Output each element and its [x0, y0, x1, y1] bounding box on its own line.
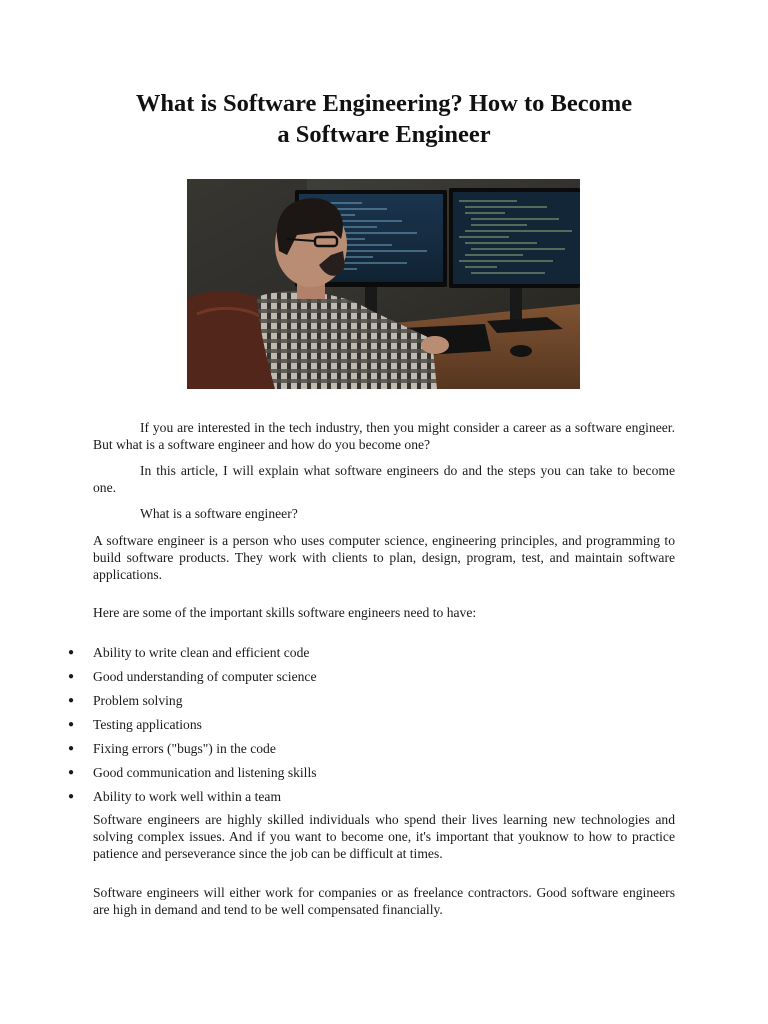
skill-text: Fixing errors ("bugs") in the code: [93, 741, 276, 756]
bullet-icon: ●: [68, 791, 75, 802]
title-line-1: What is Software Engineering? How to Become: [135, 90, 633, 117]
article-photo: [187, 179, 580, 389]
bullet-icon: ●: [68, 743, 75, 754]
list-item: [68, 764, 668, 788]
skill-text: Good communication and listening skills: [93, 765, 317, 780]
patience-paragraph: Software engineers are highly skilled individuals who spend their lives learning new technologies and solving complex issues. And if you want to become one, it's important that youknow to how to practice patience and perseverance since the job can be difficult at times.: [93, 812, 675, 861]
work-paragraph: Software engineers will either work for companies or as freelance contractors. Good software engineers are high in demand and tend to be well compensated financially.: [93, 885, 675, 917]
title-line-2: a Software Engineer: [277, 121, 491, 148]
list-item: [68, 716, 668, 740]
skill-text: Ability to write clean and efficient code: [93, 645, 310, 660]
bullet-icon: ●: [68, 695, 75, 706]
skill-text: Testing applications: [93, 717, 202, 732]
skills-intro: Here are some of the important skills software engineers need to have:: [93, 605, 477, 620]
definition-paragraph: A software engineer is a person who uses computer science, engineering principles, and programming to build software products. They work with clients to plan, design, program, test, and maintain software applications.: [93, 533, 675, 582]
skill-text: Ability to work well within a team: [93, 789, 282, 804]
bullet-icon: ●: [68, 767, 75, 778]
list-item: [68, 692, 668, 716]
skills-list: [68, 644, 668, 812]
article-paragraph: In this article, I will explain what software engineers do and the steps you can take to become one.: [93, 463, 675, 495]
list-item: [68, 644, 668, 668]
list-item: [68, 740, 668, 764]
skill-text: Good understanding of computer science: [93, 669, 317, 684]
list-item: [68, 788, 668, 812]
skill-text: Problem solving: [93, 693, 183, 708]
page-title: [90, 88, 678, 150]
intro-paragraph: If you are interested in the tech industry, then you might consider a career as a software engineer. But what is a software engineer and how do you become one?: [93, 420, 675, 452]
bullet-icon: ●: [68, 647, 75, 658]
bullet-icon: ●: [68, 719, 75, 730]
bullet-icon: ●: [68, 671, 75, 682]
list-item: [68, 668, 668, 692]
section-question: What is a software engineer?: [140, 506, 298, 521]
